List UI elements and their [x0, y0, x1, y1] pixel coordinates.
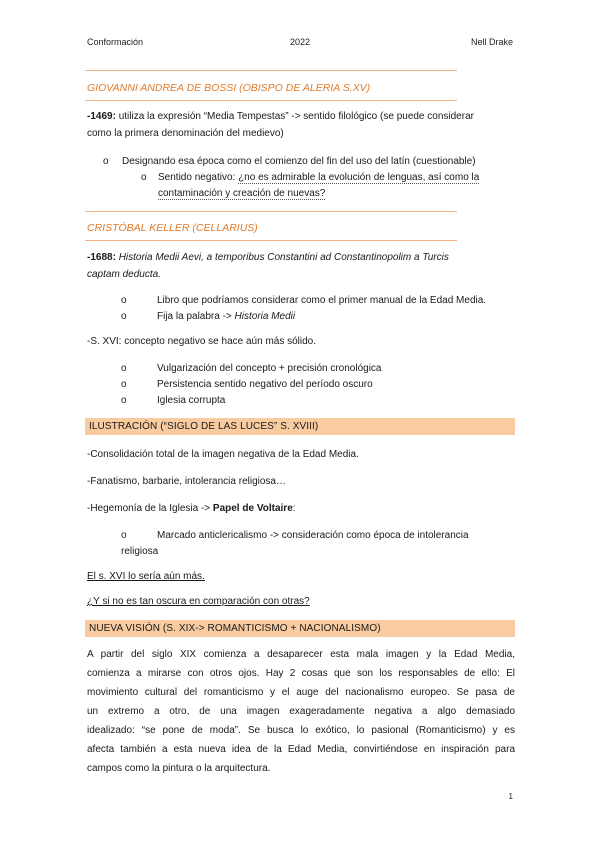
section-rule-bottom	[85, 240, 457, 241]
bossi-sub-b: contaminación y creación de nuevas?	[158, 188, 326, 199]
section-rule-top	[85, 70, 457, 71]
bullet-marker: o	[121, 530, 127, 541]
section-title-nueva: NUEVA VISIÓN (S. XIX-> ROMANTICISMO + NACIONALISMO)	[89, 623, 381, 634]
keller-bullet-2-italic: Historia Medii	[234, 311, 296, 322]
bossi-sub-a: ¿no es admirable la evolución de lenguas, así como la	[238, 172, 480, 183]
keller-bullet-2: Fija la palabra -> Historia Medii	[157, 311, 296, 322]
section-rule-top	[85, 211, 457, 212]
bossi-bullet-1: Designando esa época como el comienzo del fin del uso del latín (cuestionable)	[122, 156, 476, 167]
keller-c1: Vulgarización del concepto + precisión cronológica	[157, 363, 382, 374]
keller-work-a: Historia Medii Aevi, a temporibus Constantini ad Constantinopolim a Turcis	[118, 252, 449, 263]
bullet-marker: o	[121, 363, 127, 374]
nueva-line-7: campos como la pintura o la arquitectura.	[87, 763, 271, 774]
nueva-line-2: comienza a mirarse con otros ojos. Hay 2 cosas que son los responsables de ello: El	[87, 668, 515, 679]
header-center: 2022	[290, 37, 311, 47]
keller-bullet-1: Libro que podríamos considerar como el primer manual de la Edad Media.	[157, 295, 487, 306]
page-number: 1	[508, 792, 513, 801]
nueva-line-3: movimiento cultural del romanticismo y el auge del nacionalismo europeo. Se pasa de	[87, 687, 515, 698]
section-title-keller: CRISTÓBAL KELLER (CELLARIUS)	[87, 222, 258, 234]
ilus-p3: -Hegemonía de la Iglesia -> Papel de Voltaire:	[87, 503, 296, 514]
nueva-line-5: idealizado: “se pone de moda”. Se busca lo exótico, lo pasional (Romanticismo) y es	[87, 725, 515, 736]
ilus-bullet-a: Marcado anticlericalismo -> consideración como época de intolerancia	[157, 530, 469, 541]
bullet-marker: o	[103, 156, 109, 167]
ilus-underline-2: ¿Y si no es tan oscura en comparación con otras?	[87, 596, 310, 607]
keller-xvi: -S. XVI: concepto negativo se hace aún más sólido.	[87, 336, 317, 347]
bossi-sub-line-2	[158, 186, 325, 202]
bullet-marker: o	[121, 311, 127, 322]
keller-c3: Iglesia corrupta	[157, 395, 226, 406]
bossi-text-b: como la primera denominación del medievo)	[87, 128, 284, 139]
ilus-p1: -Consolidación total de la imagen negativa de la Edad Media.	[87, 449, 359, 460]
bossi-sub-label: Sentido negativo:	[158, 172, 236, 183]
voltaire-bold: Papel de Voltaire	[212, 503, 293, 514]
section-title-ilustracion: ILUSTRACIÓN (“SIGLO DE LAS LUCES” S. XVIII)	[89, 421, 319, 432]
section-title-bossi: GIOVANNI ANDREA DE BOSSI (OBISPO DE ALERIA S.XV)	[87, 82, 371, 94]
bossi-sub-line-1	[158, 170, 479, 186]
section-rule-bottom	[85, 100, 457, 101]
bossi-text-a: utiliza la expresión “Media Tempestas” -> sentido filológico (se puede considerar	[118, 111, 474, 122]
header-left: Conformación	[87, 37, 144, 47]
ilus-underline-1: El s. XVI lo sería aún más.	[87, 571, 205, 582]
nueva-line-4: un extremo a otro, de una imagen exageradamente negativa a algo demasiado	[87, 706, 515, 717]
bullet-marker: o	[121, 379, 127, 390]
header-right: Nell Drake	[470, 37, 513, 47]
nueva-line-1: A partir del siglo XIX comienza a desaparecer esta mala imagen y la Edad Media,	[87, 649, 515, 660]
bullet-marker: o	[121, 395, 127, 406]
bossi-year: -1469:	[87, 111, 116, 122]
nueva-line-6: afecta también a esta nueva idea de la Edad Media, convirtiéndose en inspiración para	[87, 744, 515, 755]
bullet-marker: o	[121, 295, 127, 306]
bullet-marker: o	[141, 172, 147, 183]
ilus-p2: -Fanatismo, barbarie, intolerancia religiosa…	[87, 476, 286, 487]
ilus-bullet-b: religiosa	[121, 546, 159, 557]
keller-work-b: captam deducta.	[87, 269, 161, 280]
keller-c2: Persistencia sentido negativo del período oscuro	[157, 379, 373, 390]
keller-year: -1688:	[87, 252, 116, 263]
